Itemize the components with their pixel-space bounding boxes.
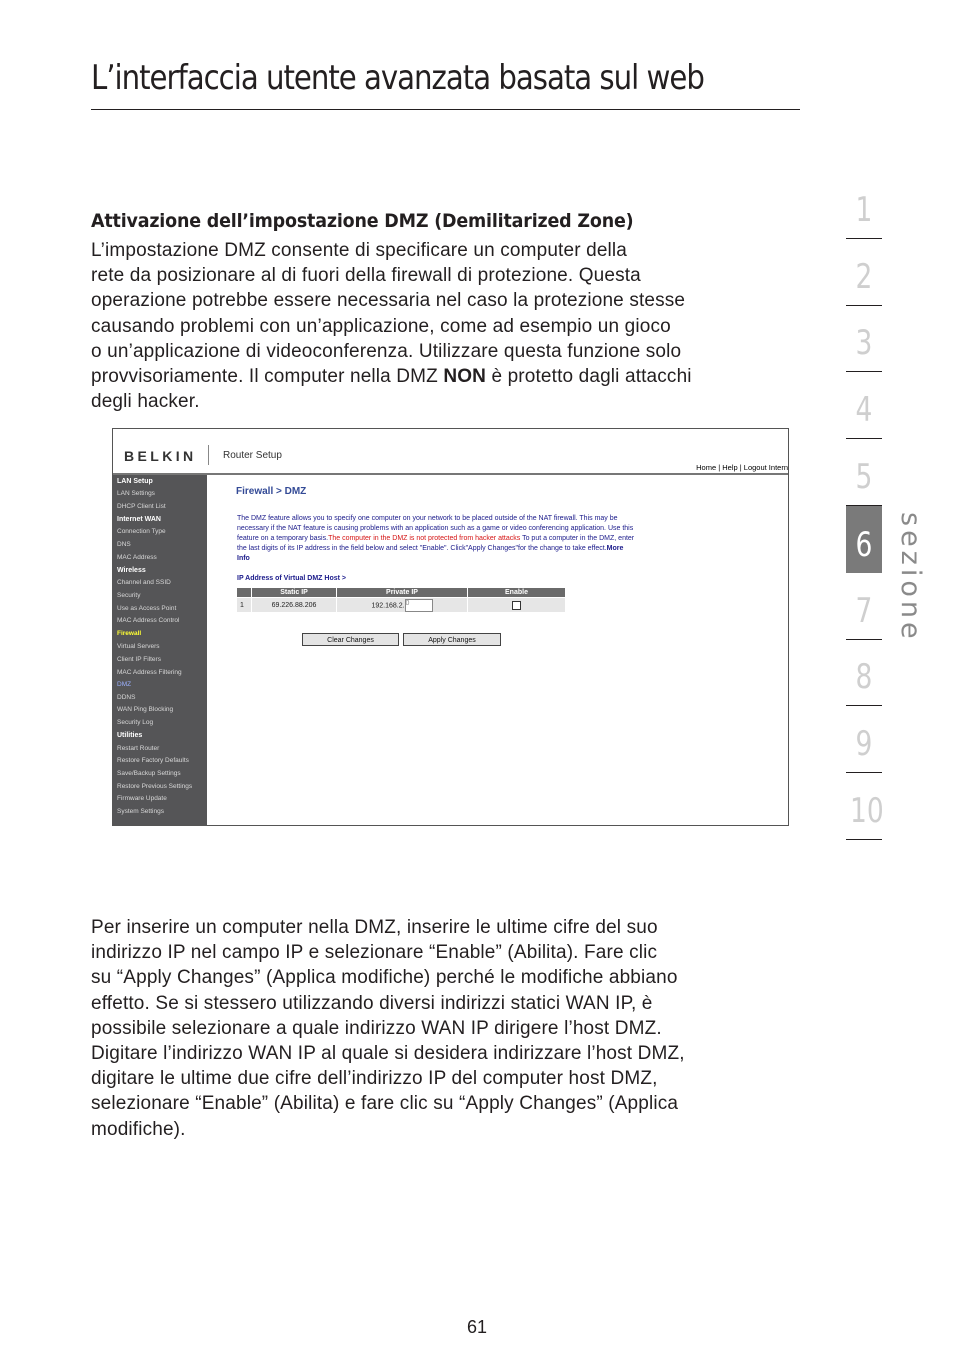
text-line: Digitare l’indirizzo WAN IP al quale si desidera indirizzare l’host DMZ, <box>91 1043 685 1065</box>
table-row <box>237 598 566 613</box>
page-number: 61 <box>466 1317 488 1337</box>
sidebar-item-security-log[interactable]: Security Log <box>117 719 154 726</box>
router-header <box>113 429 788 475</box>
bold-word: NON <box>443 366 487 388</box>
private-ip-cell <box>337 598 468 613</box>
text-segment: è protetto dagli attacchi <box>486 366 692 388</box>
instructions-paragraph <box>91 915 806 1142</box>
chapter-tab-number: 4 <box>855 390 873 431</box>
title-divider <box>91 109 800 110</box>
text-line: modifiche). <box>91 1118 186 1140</box>
text-line: indirizzo IP nel campo IP e selezionare “Enable” (Abilita). Fare clic <box>91 942 658 964</box>
sidebar-item-dns[interactable]: DNS <box>117 541 131 548</box>
chapter-tabs <box>846 172 882 840</box>
router-title: Router Setup <box>223 450 282 461</box>
sidebar-category-wireless[interactable]: Wireless <box>117 567 146 574</box>
text-line: Per inserire un computer nella DMZ, inserire le ultime cifre del suo <box>91 917 658 938</box>
sidebar-category-utilities[interactable]: Utilities <box>117 732 143 739</box>
sidebar-item-virtual-servers[interactable]: Virtual Servers <box>117 643 160 650</box>
text-line: L’impostazione DMZ consente di specificare un computer della <box>91 240 627 261</box>
chapter-tab-number: 3 <box>855 323 873 364</box>
sidebar-category-lan-setup[interactable]: LAN Setup <box>117 478 153 485</box>
column-header: Static IP <box>252 588 337 598</box>
static-ip: 69.226.88.206 <box>252 598 337 613</box>
desc-text: The DMZ feature allows you to specify one computer on your network to be placed outside of the NAT firewall. This may be necessary if the NAT feature is causing problems with an application such as a game or video conferencing application. Use this feature on a temporary basis. <box>237 515 634 542</box>
chapter-tab-6[interactable] <box>846 506 882 573</box>
dmz-host-label: IP Address of Virtual DMZ Host > <box>237 575 346 582</box>
sidebar-item-restart-router[interactable]: Restart Router <box>117 745 160 752</box>
enable-checkbox[interactable] <box>512 601 521 610</box>
sidebar-item-mac-address[interactable]: MAC Address <box>117 554 157 561</box>
sidebar-item-restore-previous-settings[interactable]: Restore Previous Settings <box>117 783 193 790</box>
intro-paragraph <box>91 238 806 414</box>
desc-text: To put a computer in the DMZ, enter the last digits of its IP address in the field below and select "Enable". Click"Apply Changes"for the change to take effect. <box>237 535 635 552</box>
text-segment: provvisoriamente. Il computer nella DMZ <box>91 366 444 388</box>
chapter-tab-3[interactable] <box>846 306 882 373</box>
top-links[interactable]: Home | Help | Logout Intern <box>696 463 788 472</box>
section-heading: Attivazione dell’impostazione DMZ (Demilitarized Zone) <box>91 210 634 232</box>
breadcrumb: Firewall > DMZ <box>236 486 307 497</box>
chapter-tab-5[interactable] <box>846 439 882 506</box>
sidebar-item-system-settings[interactable]: System Settings <box>117 808 164 815</box>
private-ip-prefix: 192.168.2. <box>371 601 405 609</box>
chapter-tab-7[interactable] <box>846 573 882 640</box>
dmz-description <box>237 514 637 564</box>
text-line: selezionare “Enable” (Abilita) e fare clic su “Apply Changes” (Applica <box>91 1093 679 1115</box>
text-line: rete da posizionare al di fuori della firewall di protezione. Questa <box>91 265 641 287</box>
sidebar-item-lan-settings[interactable]: LAN Settings <box>117 490 155 497</box>
chapter-tab-number: 2 <box>855 256 873 297</box>
text-line: digitare le ultime due cifre dell’indirizzo IP del computer host DMZ, <box>91 1068 658 1090</box>
router-screenshot <box>112 428 789 826</box>
sidebar-item-use-as-access-point[interactable]: Use as Access Point <box>117 605 177 612</box>
chapter-tab-2[interactable] <box>846 239 882 306</box>
sidebar-item-save-backup-settings[interactable]: Save/Backup Settings <box>117 770 181 777</box>
chapter-tab-number: 6 <box>855 524 873 565</box>
sidebar-item-restore-factory-defaults[interactable]: Restore Factory Defaults <box>117 757 189 764</box>
text-line: possibile selezionare a quale indirizzo WAN IP dirigere l’host DMZ. <box>91 1017 662 1039</box>
sidebar-item-connection-type[interactable]: Connection Type <box>117 528 166 535</box>
column-header: Enable <box>468 588 566 598</box>
chapter-tab-9[interactable] <box>846 706 882 773</box>
apply-changes-button[interactable]: Apply Changes <box>403 633 501 646</box>
private-ip-input[interactable]: 0 <box>405 599 433 612</box>
chapter-tab-4[interactable] <box>846 372 882 439</box>
table-header-row <box>237 588 566 598</box>
enable-cell <box>468 598 566 613</box>
sidebar-item-ddns[interactable]: DDNS <box>117 694 136 701</box>
header-separator <box>208 445 209 465</box>
chapter-tab-8[interactable] <box>846 640 882 707</box>
sidebar-item-dhcp-client-list[interactable]: DHCP Client List <box>117 503 166 510</box>
sezione-label: sezione <box>895 512 926 643</box>
sidebar-item-security[interactable]: Security <box>117 592 141 599</box>
chapter-tab-number: 9 <box>855 724 873 765</box>
chapter-tab-10[interactable] <box>846 773 882 840</box>
sidebar-item-firewall[interactable]: Firewall <box>117 630 142 637</box>
more-info-link[interactable]: More Info <box>237 545 624 562</box>
text-line: effetto. Se si stessero utilizzando diversi indirizzi statici WAN IP, è <box>91 992 653 1014</box>
sidebar-item-channel-and-ssid[interactable]: Channel and SSID <box>117 579 171 586</box>
chapter-tab-number: 8 <box>855 657 873 698</box>
text-line <box>91 364 806 389</box>
column-header <box>237 588 252 598</box>
text-line: degli hacker. <box>91 391 200 413</box>
page-title: L’interfaccia utente avanzata basata sul web <box>91 58 704 98</box>
router-sidebar <box>113 475 207 826</box>
text-line: operazione potrebbe essere necessaria nel caso la protezione stesse <box>91 290 686 312</box>
sidebar-item-mac-address-filtering[interactable]: MAC Address Filtering <box>117 669 182 676</box>
chapter-tab-number: 1 <box>855 189 873 230</box>
sidebar-item-client-ip-filters[interactable]: Client IP Filters <box>117 656 161 663</box>
row-index: 1 <box>237 598 252 613</box>
column-header: Private IP <box>337 588 468 598</box>
text-line: o un’applicazione di videoconferenza. Utilizzare questa funzione solo <box>91 340 682 362</box>
text-line: su “Apply Changes” (Applica modifiche) perché le modifiche abbiano <box>91 967 678 989</box>
text-line: causando problemi con un’applicazione, come ad esempio un gioco <box>91 315 671 337</box>
dmz-table <box>236 587 566 613</box>
clear-changes-button[interactable]: Clear Changes <box>302 633 399 646</box>
belkin-logo: BELKIN <box>124 448 197 464</box>
desc-warning: The computer in the DMZ is not protected from hacker attacks <box>328 535 521 542</box>
chapter-tab-number: 7 <box>855 590 873 631</box>
chapter-tab-number: 5 <box>855 456 873 497</box>
sidebar-item-mac-address-control[interactable]: MAC Address Control <box>117 617 180 624</box>
sidebar-item-dmz[interactable]: DMZ <box>117 681 132 688</box>
sidebar-item-firmware-update[interactable]: Firmware Update <box>117 795 167 802</box>
chapter-tab-number: 10 <box>849 790 884 831</box>
sidebar-category-internet-wan[interactable]: Internet WAN <box>117 516 161 523</box>
sidebar-item-wan-ping-blocking[interactable]: WAN Ping Blocking <box>117 706 174 713</box>
chapter-tab-1[interactable] <box>846 172 882 239</box>
router-main <box>207 475 789 826</box>
